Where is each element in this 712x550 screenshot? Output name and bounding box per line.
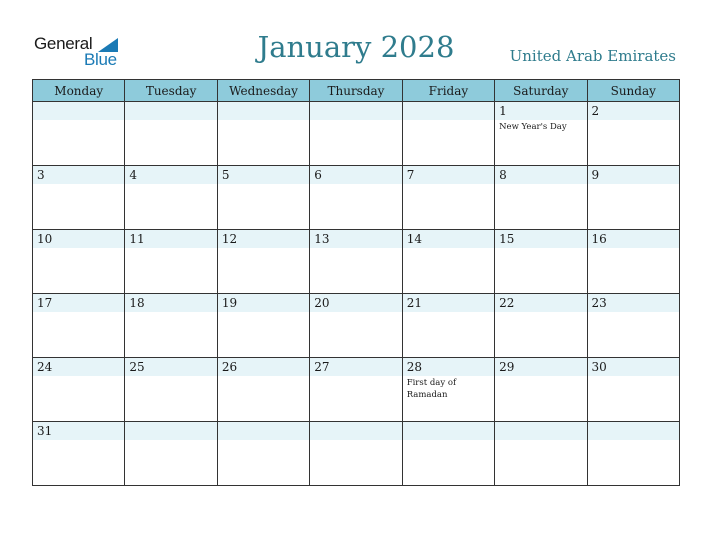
weekday-header: Tuesday [125,80,217,102]
day-number: 26 [221,360,238,374]
day-cell-band [588,422,679,440]
day-cell[interactable] [402,358,494,422]
day-cell-band [125,166,216,184]
day-number: 30 [591,360,607,374]
day-cell[interactable] [587,422,679,486]
day-number: 22 [499,296,515,310]
day-cell[interactable] [587,358,679,422]
day-cell[interactable] [217,422,309,486]
day-cell-band [310,102,401,120]
week-row [33,358,680,422]
day-cell[interactable] [495,166,587,230]
day-cell[interactable] [125,294,217,358]
day-number: 13 [314,232,330,246]
holiday-label: First day of Ramadan [406,378,457,400]
day-number: 10 [37,232,53,246]
day-number: 8 [499,168,507,182]
logo-word-general: General [34,34,93,53]
day-number: 19 [221,296,238,310]
day-number: 4 [129,168,138,182]
day-cell[interactable] [217,230,309,294]
day-cell-band [588,166,679,184]
weekday-header: Friday [402,80,494,102]
day-cell[interactable] [402,294,494,358]
week-row [33,102,680,166]
day-cell-band [218,102,309,120]
day-number: 2 [591,104,600,118]
day-number: 31 [37,424,53,438]
day-cell-band [495,422,586,440]
weekday-header: Monday [33,80,125,102]
day-cell[interactable] [33,422,125,486]
day-cell-band [218,166,309,184]
week-row [33,422,680,486]
day-number: 14 [406,232,422,246]
day-number: 15 [499,232,515,246]
day-number: 3 [37,168,45,182]
week-row [33,230,680,294]
day-cell[interactable] [402,230,494,294]
day-cell[interactable] [495,422,587,486]
day-cell-band [310,422,401,440]
day-cell-band [495,102,586,120]
page-title: January 2028 [257,30,455,64]
logo-word-blue: Blue [84,50,117,69]
day-cell[interactable] [33,230,125,294]
day-number: 27 [314,360,330,374]
day-cell[interactable] [125,102,217,166]
weekday-header: Thursday [310,80,402,102]
day-cell[interactable] [310,230,402,294]
country-name: United Arab Emirates [509,47,676,65]
day-number: 11 [129,232,145,246]
day-cell[interactable] [217,102,309,166]
day-number: 29 [499,360,515,374]
day-number: 24 [37,360,53,374]
day-cell[interactable] [125,358,217,422]
day-number: 23 [591,296,607,310]
day-number: 25 [129,360,145,374]
day-cell[interactable] [587,230,679,294]
day-cell[interactable] [217,166,309,230]
day-cell-band [403,166,494,184]
week-row [33,166,680,230]
day-cell[interactable] [310,422,402,486]
day-cell[interactable] [125,230,217,294]
day-number: 12 [221,232,238,246]
day-number: 20 [314,296,330,310]
day-cell[interactable] [402,422,494,486]
holiday-label: New Year's Day [499,122,567,132]
day-number: 28 [406,360,422,374]
day-cell[interactable] [217,294,309,358]
calendar-grid [32,79,680,486]
day-cell[interactable] [587,166,679,230]
day-number: 21 [406,296,422,310]
day-cell-band [125,102,216,120]
weekday-header: Wednesday [217,80,309,102]
day-cell-band [310,166,401,184]
day-cell-band [33,166,124,184]
day-cell[interactable] [33,294,125,358]
day-cell[interactable] [402,102,494,166]
day-cell[interactable] [310,102,402,166]
day-number: 18 [129,296,145,310]
day-cell[interactable] [125,166,217,230]
day-cell-band [495,166,586,184]
day-cell[interactable] [33,358,125,422]
day-number: 6 [314,168,322,182]
day-cell[interactable] [310,358,402,422]
day-number: 5 [221,168,230,182]
brand-logo [34,34,134,74]
day-cell[interactable] [495,102,587,166]
day-cell[interactable] [125,422,217,486]
day-cell[interactable] [495,230,587,294]
day-cell[interactable] [587,102,679,166]
day-cell[interactable] [33,166,125,230]
day-cell[interactable] [310,166,402,230]
day-cell[interactable] [402,166,494,230]
day-cell-band [33,102,124,120]
day-number: 17 [37,296,53,310]
day-cell-band [403,102,494,120]
day-cell-band [218,422,309,440]
weekday-header-row [33,80,680,102]
day-cell[interactable] [495,358,587,422]
week-row [33,294,680,358]
day-cell[interactable] [217,358,309,422]
day-cell[interactable] [587,294,679,358]
day-cell-band [403,422,494,440]
day-number: 9 [591,168,600,182]
day-cell[interactable] [33,102,125,166]
weekday-header: Saturday [495,80,587,102]
day-number: 16 [591,232,607,246]
day-cell[interactable] [310,294,402,358]
day-number: 7 [406,168,415,182]
day-cell-band [588,102,679,120]
weekday-header: Sunday [587,80,679,102]
day-cell[interactable] [495,294,587,358]
day-number: 1 [499,104,507,118]
day-cell-band [125,422,216,440]
